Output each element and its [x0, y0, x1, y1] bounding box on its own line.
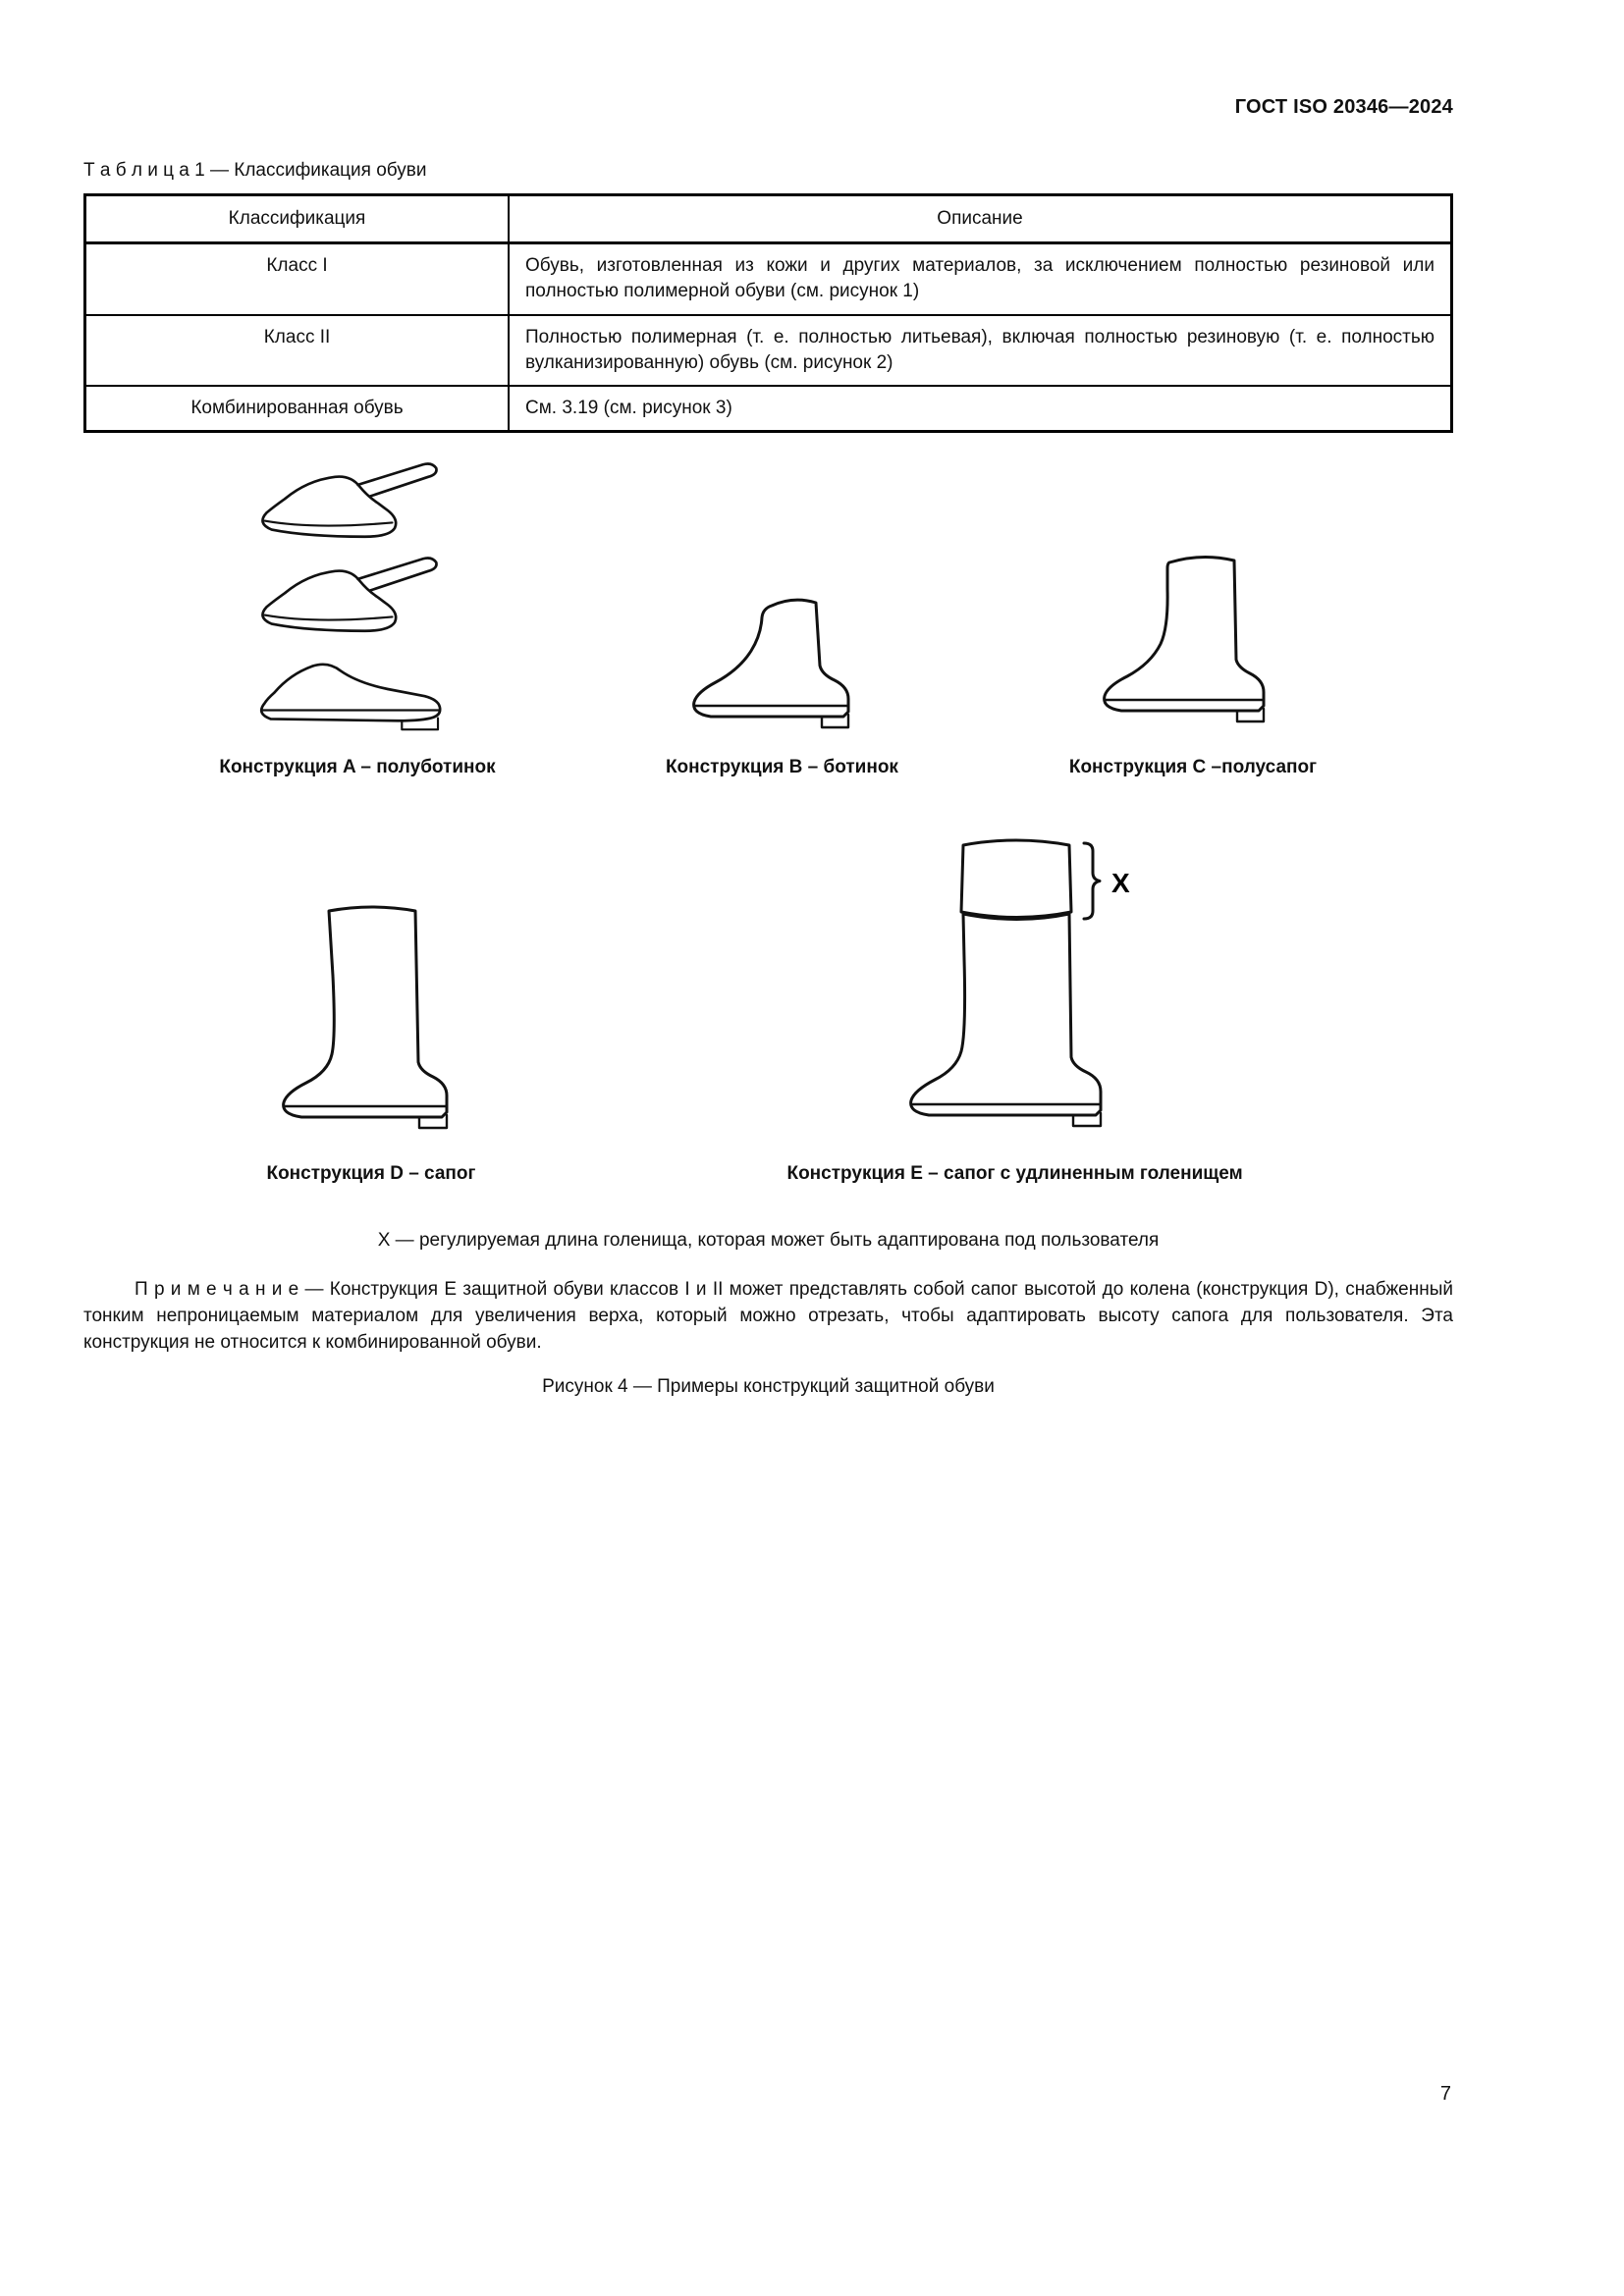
- x-dimension-label: X: [1110, 868, 1130, 899]
- doc-header: ГОСТ ISO 20346—2024: [1234, 96, 1453, 118]
- cell-classification: Класс I: [85, 243, 510, 315]
- cell-description: Полностью полимерная (т. е. полностью литьевая), включая полностью резиновую (т. е. полностью вулканизированную) обувь (см. рисунок 2): [509, 315, 1451, 386]
- construction-b: [631, 458, 933, 778]
- table-header-classification: Классификация: [85, 195, 510, 243]
- page-content: [83, 0, 1453, 1398]
- low-shoe-icon: [252, 647, 463, 731]
- table-caption: Т а б л и ц а 1 — Классификация обуви: [83, 160, 427, 181]
- figure-row-1: [83, 458, 1453, 778]
- cell-classification: Класс II: [85, 315, 510, 386]
- table-header-description: Описание: [509, 195, 1451, 243]
- figure-row-2: [83, 831, 1453, 1185]
- figure-label-d: Конструкция D – сапог: [266, 1163, 476, 1185]
- page-number: 7: [1439, 2083, 1451, 2105]
- table-row: [85, 315, 1452, 386]
- clog-shoe-icon: [252, 458, 463, 543]
- clog-shoe-icon: [252, 553, 463, 637]
- table-header-row: [85, 195, 1452, 243]
- construction-a: [83, 458, 631, 778]
- figure-label-c: Конструкция C –полусапог: [1068, 757, 1318, 778]
- x-dimension-note: X — регулируемая длина голенища, которая может быть адаптирована под пользователя: [377, 1230, 1160, 1252]
- construction-a-drawings: [252, 458, 463, 731]
- figure-4: [83, 458, 1453, 1398]
- extended-shaft-cuff: [961, 840, 1071, 918]
- heel-strap: [357, 464, 436, 497]
- tall-boot-icon: [868, 831, 1163, 1138]
- figure-caption: Рисунок 4 — Примеры конструкций защитной обуви: [542, 1376, 995, 1398]
- table-row: [85, 386, 1452, 432]
- cell-classification: Комбинированная обувь: [85, 386, 510, 432]
- figure-label-e: Конструкция E – сапог с удлиненным голенищем: [786, 1163, 1243, 1185]
- classification-table: [83, 193, 1453, 433]
- figure-label-a: Конструкция A – полуботинок: [219, 757, 496, 778]
- half-boot-icon: [1092, 550, 1293, 731]
- construction-d: [83, 831, 659, 1185]
- construction-c: [933, 458, 1453, 778]
- construction-e: [659, 831, 1371, 1185]
- x-brace: [1084, 843, 1100, 919]
- table-row: [85, 243, 1452, 315]
- cell-description: Обувь, изготовленная из кожи и других материалов, за исключением полностью резиновой или полностью полимерной обуви (см. рисунок 1): [509, 243, 1451, 315]
- heel-strap: [357, 559, 436, 591]
- figure-label-b: Конструкция B – ботинок: [665, 757, 898, 778]
- ankle-boot-icon: [683, 589, 880, 731]
- figure-note: П р и м е ч а н и е — Конструкция Е защитной обуви классов I и II может представлять собой сапог высотой до колена (конструкция D), снабженный тонким непроницаемым материалом для увеличения верха, который можно отрезать, чтобы адаптировать высоту сапога для пользователя. Эта конструкция не относится к комбинированной обуви.: [83, 1279, 1453, 1354]
- boot-icon: [268, 897, 474, 1138]
- cell-description: См. 3.19 (см. рисунок 3): [509, 386, 1451, 432]
